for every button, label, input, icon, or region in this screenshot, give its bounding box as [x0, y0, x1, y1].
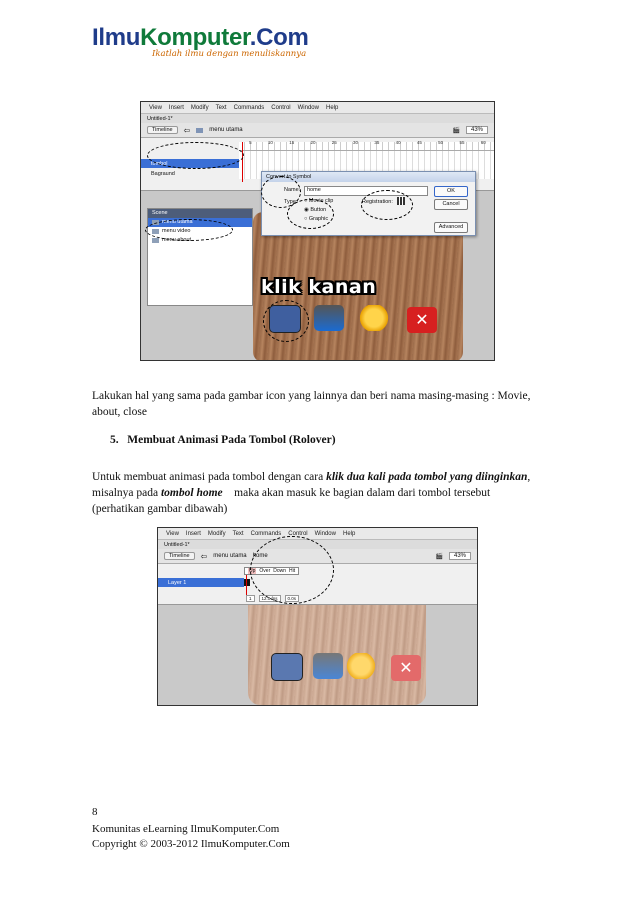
footer-line-1: Komunitas eLearning IlmuKomputer.Com [92, 823, 280, 835]
annotation-circle-type [287, 199, 334, 229]
screenshot-button-editing [157, 527, 478, 706]
page-number: 8 [92, 806, 98, 818]
logo-com: .Com [249, 24, 309, 51]
keyframe[interactable] [244, 579, 250, 586]
playhead[interactable] [246, 575, 247, 597]
ruler-label: 60 [480, 140, 486, 145]
type-movie-clip-radio[interactable]: ○ Movie clip [304, 198, 334, 204]
menu-insert[interactable]: Insert [168, 104, 184, 111]
menu-window[interactable]: Window [297, 104, 319, 111]
timeline-button[interactable]: Timeline [147, 126, 178, 134]
advanced-button[interactable]: Advanced [434, 222, 468, 233]
menu-commands[interactable]: Commands [233, 104, 265, 111]
ruler-label: 5 [249, 140, 252, 145]
registration-label: Registration: [362, 199, 393, 205]
state-hit[interactable]: Hit [289, 568, 296, 574]
back-arrow-icon[interactable]: ⇦ [183, 125, 191, 135]
annotation-circle-registration [361, 190, 413, 220]
zoom-field[interactable]: 43% [449, 552, 471, 560]
annotation-circle-scene [145, 219, 233, 241]
timeline-button[interactable]: Timeline [164, 552, 195, 560]
section-heading [110, 432, 336, 448]
layer-name[interactable]: Bagraund [151, 170, 175, 177]
paragraph-2-part: , [527, 471, 531, 483]
menu-insert[interactable]: Insert [185, 530, 201, 537]
paragraph-2-emphasis-home: tombol home [160, 487, 223, 499]
type-graphic-label: Graphic [308, 216, 329, 222]
ruler-label: 20 [310, 140, 316, 145]
menu-bar [141, 102, 494, 114]
ruler-label: 10 [267, 140, 273, 145]
menu-modify[interactable]: Modify [190, 104, 209, 111]
back-arrow-icon[interactable]: ⇦ [200, 551, 208, 561]
annotation-circle-home [263, 300, 309, 342]
layer-row-bagraund[interactable] [141, 169, 246, 178]
logo-tagline: Ikatlah ilmu dengan menuliskannya [152, 49, 307, 59]
paragraph-2 [92, 469, 562, 517]
document-tab-bar [141, 114, 494, 123]
section-number: 5. [110, 434, 119, 446]
elapsed-time: 0.0s [285, 595, 300, 602]
menu-text[interactable]: Text [215, 104, 227, 111]
paragraph-1 [92, 388, 552, 420]
footer-line-2: Copyright © 2003-2012 IlmuKomputer.Com [92, 838, 290, 850]
edit-scene-icon[interactable]: 🎬 [435, 553, 443, 560]
callout-klik-kanan: klik kanan [261, 276, 377, 298]
ruler-label: 55 [459, 140, 465, 145]
movie-button-icon[interactable] [314, 305, 344, 331]
symbol-breadcrumb[interactable]: home [252, 553, 268, 559]
ruler-labels [241, 140, 494, 145]
menu-control[interactable]: Control [288, 530, 308, 537]
menu-window[interactable]: Window [314, 530, 336, 537]
about-button-icon[interactable] [359, 305, 389, 331]
playhead[interactable] [242, 142, 243, 182]
scene-panel-title: Scene [148, 209, 252, 218]
menu-view[interactable]: View [166, 530, 179, 537]
logo-title [92, 24, 309, 52]
ruler-label: 25 [331, 140, 337, 145]
paragraph-2-part: (perhatikan gambar dibawah) [92, 503, 228, 515]
frame-rate: 12.0 fps [259, 595, 281, 602]
state-up[interactable]: Up [249, 568, 256, 574]
scene-item-menu-about[interactable]: menu about [148, 236, 252, 245]
type-movie-clip-label: Movie clip [308, 198, 334, 204]
layer-name[interactable]: Layer 1 [168, 579, 187, 586]
menu-help[interactable]: Help [342, 530, 356, 537]
logo-komputer: Komputer [140, 24, 250, 51]
close-button-icon[interactable]: ✕ [407, 307, 437, 333]
movie-button-icon[interactable] [313, 653, 343, 679]
menu-text[interactable]: Text [232, 530, 244, 537]
type-button-label: Button [310, 207, 327, 213]
zoom-field[interactable]: 43% [466, 126, 488, 134]
ruler-label: 30 [353, 140, 359, 145]
type-label: Type: [284, 199, 298, 205]
layer-row-layer-1[interactable] [158, 578, 244, 587]
ok-button[interactable]: OK [434, 186, 468, 197]
cancel-button[interactable]: Cancel [434, 199, 468, 210]
ruler-label: 40 [395, 140, 401, 145]
current-frame: 1 [246, 595, 255, 602]
name-label: Name: [284, 187, 301, 193]
paragraph-2-emphasis: klik dua kali pada tombol yang diinginkan [326, 471, 528, 483]
section-title: Membuat Animasi Pada Tombol (Rolover) [127, 434, 336, 446]
scene-item-menu-video[interactable]: menu video [148, 227, 252, 236]
type-button-radio[interactable]: ◉ Button [304, 207, 327, 213]
ruler-label: 45 [416, 140, 422, 145]
ruler-label: 15 [289, 140, 295, 145]
state-down[interactable]: Down [273, 568, 287, 574]
state-over[interactable]: Over [259, 568, 271, 574]
about-button-icon[interactable] [346, 653, 376, 679]
screenshot-convert-to-symbol [140, 101, 495, 361]
edit-scene-icon[interactable]: 🎬 [452, 127, 460, 134]
layer-name[interactable]: tombol [151, 160, 168, 167]
scene-breadcrumb[interactable]: menu utama [209, 127, 243, 133]
menu-bar [158, 528, 477, 540]
menu-control[interactable]: Control [271, 104, 291, 111]
site-logo [92, 24, 309, 59]
dialog-title: Convert to Symbol [262, 172, 475, 182]
ruler-label: 50 [438, 140, 444, 145]
paragraph-2-part: misalnya pada [92, 487, 161, 499]
name-input[interactable]: home [304, 186, 428, 196]
type-graphic-radio[interactable]: ○ Graphic [304, 216, 329, 222]
ruler-label: 35 [374, 140, 380, 145]
scene-icon [196, 128, 203, 133]
paragraph-2-part: maka akan masuk ke bagian dalam dari tombol tersebut [222, 487, 491, 499]
menu-help[interactable]: Help [325, 104, 339, 111]
paragraph-2-part: Untuk membuat animasi pada tombol dengan cara [92, 471, 327, 483]
edit-bar [141, 123, 494, 138]
close-button-icon[interactable]: ✕ [391, 655, 421, 681]
document-tab[interactable]: Untitled-1* [147, 115, 173, 122]
scene-breadcrumb[interactable]: menu utama [213, 553, 247, 559]
menu-commands[interactable]: Commands [250, 530, 282, 537]
menu-modify[interactable]: Modify [207, 530, 226, 537]
menu-view[interactable]: View [149, 104, 162, 111]
annotation-circle-layer [147, 142, 244, 169]
annotation-circle-home-breadcrumb [250, 536, 334, 604]
home-button-icon[interactable] [271, 653, 303, 681]
paragraph-1-text: Lakukan hal yang sama pada gambar icon yang lainnya dan beri nama masing-masing : Movie, about, close [92, 390, 531, 418]
scene-item-menu-utama[interactable]: menu utama [148, 218, 252, 227]
logo-ilmu: Ilmu [92, 24, 141, 51]
document-tab[interactable]: Untitled-1* [164, 541, 190, 548]
